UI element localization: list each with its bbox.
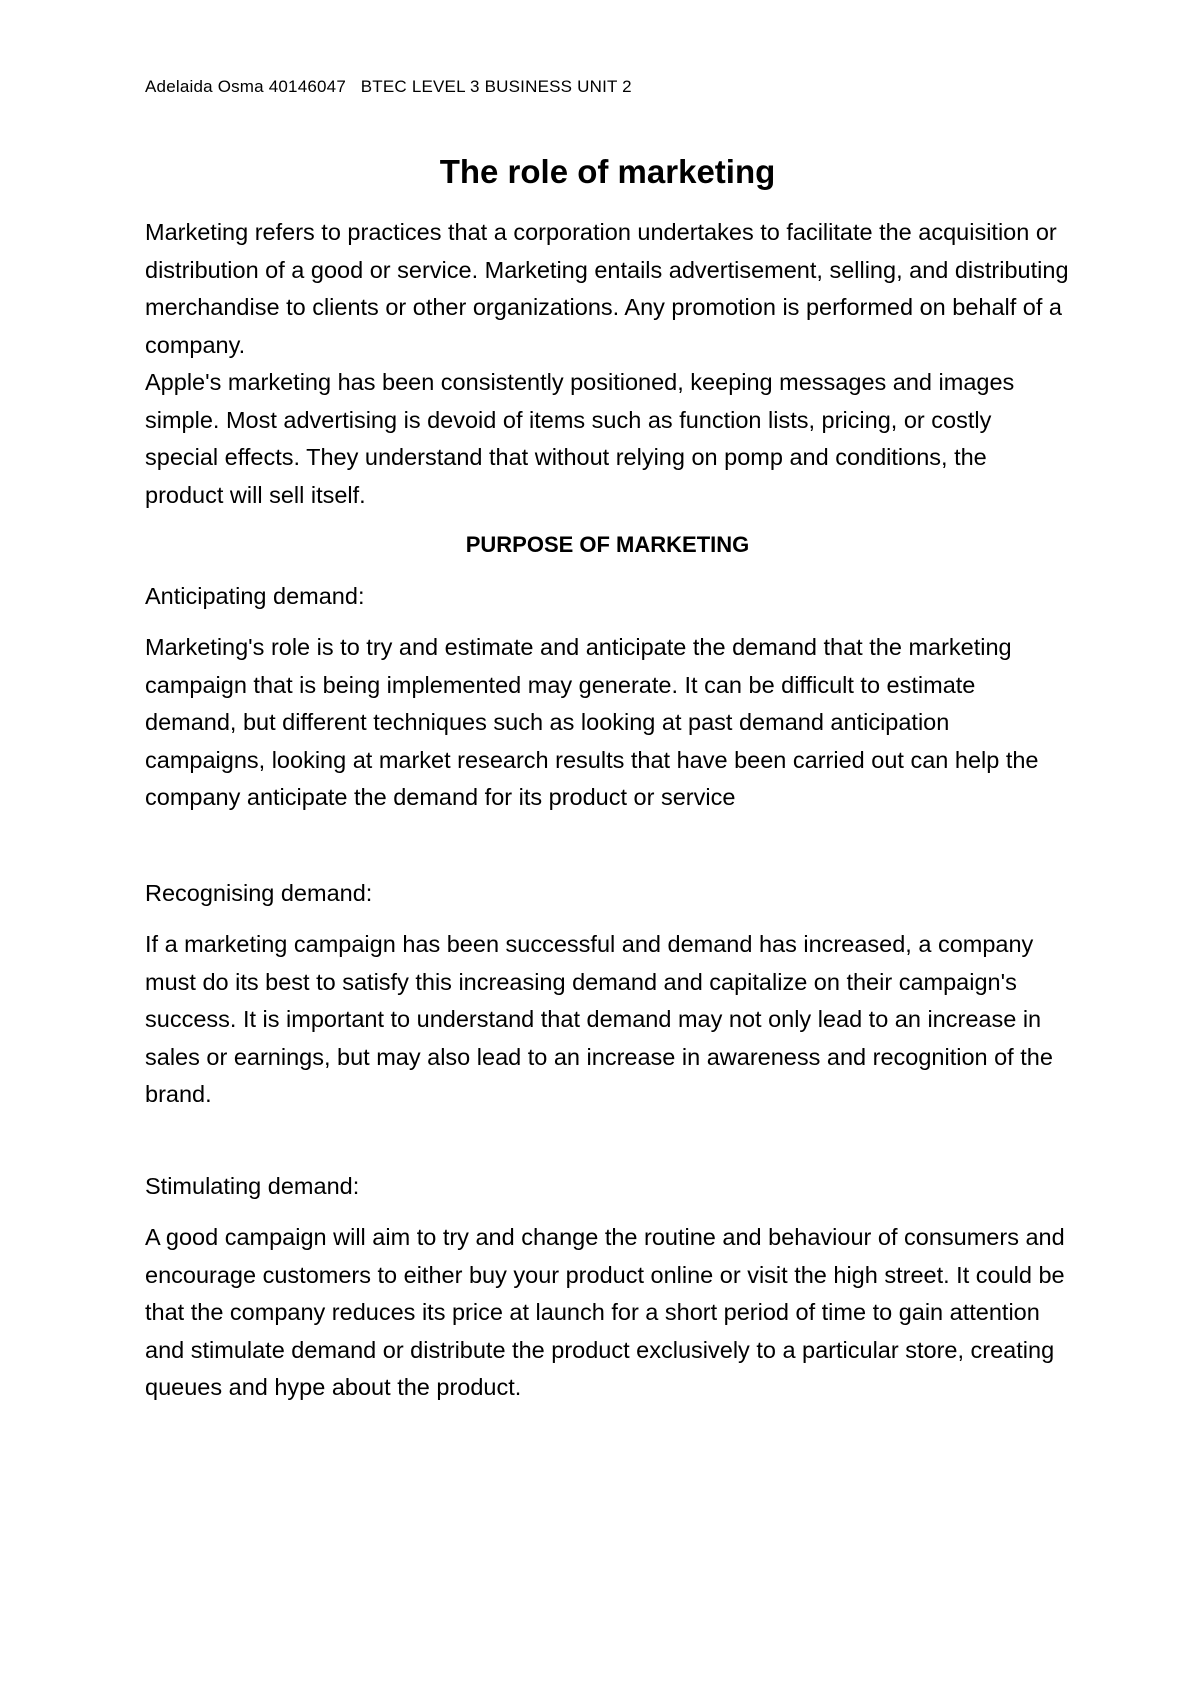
section-heading: PURPOSE OF MARKETING — [465, 532, 750, 557]
page-title: The role of marketing — [439, 153, 776, 190]
intro-paragraph-1: Marketing refers to practices that a corporation undertakes to facilitate the acquisition or distribution of a good or service. Marketing entails advertisement, selling, and distributing merchandise to clients or other organizations. Any promotion is performed on behalf of a company. — [145, 219, 1069, 358]
page-header: Adelaida Osma 40146047 BTEC LEVEL 3 BUSINESS UNIT 2 — [145, 77, 632, 96]
spacer — [145, 817, 1070, 875]
paragraph-anticipating: Marketing's role is to try and estimate and anticipate the demand that the marketing campaign that is being implemented may generate. It can be difficult to estimate demand, but different techniques such as looking at past demand anticipation campaigns, looking at market research results that have been carried out can help the company anticipate the demand for its product or service — [145, 634, 1039, 810]
subheading-recognising: Recognising demand: — [145, 879, 373, 906]
paragraph-stimulating: A good campaign will aim to try and change the routine and behaviour of consumers and encourage customers to either buy your product online or visit the high street. It could be that the company reduces its price at launch for a short period of time to gain attention and stimulate demand or distribute the product exclusively to a particular store, creating queues and hype about the product. — [145, 1224, 1065, 1400]
paragraph-recognising: If a marketing campaign has been successful and demand has increased, a company must do its best to satisfy this increasing demand and capitalize on their campaign's success. It is important to understand that demand may not only lead to an increase in sales or earnings, but may also lead to an increase in awareness and recognition of the brand. — [145, 931, 1053, 1107]
spacer — [145, 1114, 1070, 1168]
subheading-anticipating: Anticipating demand: — [145, 582, 365, 609]
intro-paragraph-2: Apple's marketing has been consistently positioned, keeping messages and images simple. Most advertising is devoid of items such as function lists, pricing, or costly special effects. They understand that without relying on pomp and conditions, the product will sell itself. — [145, 369, 1015, 508]
document-body — [145, 150, 1070, 1407]
subheading-stimulating: Stimulating demand: — [145, 1172, 360, 1199]
